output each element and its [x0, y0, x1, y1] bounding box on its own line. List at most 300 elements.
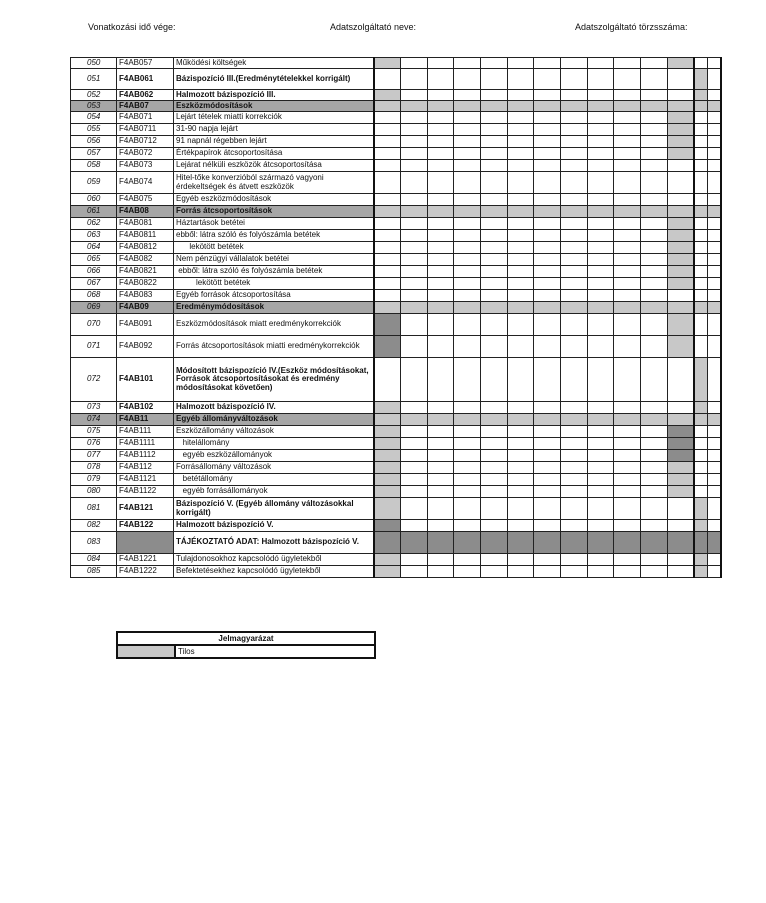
data-cell[interactable] — [708, 278, 721, 290]
data-cell[interactable] — [534, 160, 561, 172]
data-cell[interactable] — [694, 426, 708, 438]
data-cell[interactable] — [708, 438, 721, 450]
data-cell[interactable] — [534, 486, 561, 498]
data-cell[interactable] — [561, 148, 588, 160]
data-cell[interactable] — [534, 278, 561, 290]
data-cell[interactable] — [428, 254, 454, 266]
data-cell[interactable] — [481, 554, 508, 566]
data-cell[interactable] — [641, 290, 668, 302]
data-cell[interactable] — [708, 554, 721, 566]
data-cell[interactable] — [588, 358, 614, 402]
data-cell[interactable] — [508, 358, 534, 402]
data-cell[interactable] — [428, 194, 454, 206]
data-cell[interactable] — [694, 450, 708, 462]
data-cell[interactable] — [481, 194, 508, 206]
data-cell[interactable] — [641, 278, 668, 290]
data-cell[interactable] — [614, 112, 641, 124]
data-cell[interactable] — [694, 314, 708, 336]
data-cell[interactable] — [534, 148, 561, 160]
data-cell[interactable] — [588, 450, 614, 462]
data-cell[interactable] — [641, 242, 668, 254]
data-cell[interactable] — [694, 172, 708, 194]
data-cell[interactable] — [481, 58, 508, 69]
data-cell[interactable] — [641, 358, 668, 402]
data-cell[interactable] — [614, 498, 641, 520]
data-cell[interactable] — [401, 266, 428, 278]
data-cell[interactable] — [428, 520, 454, 532]
data-cell[interactable] — [428, 172, 454, 194]
data-cell[interactable] — [641, 554, 668, 566]
data-cell[interactable] — [588, 426, 614, 438]
data-cell[interactable] — [454, 148, 481, 160]
data-cell[interactable] — [534, 218, 561, 230]
data-cell[interactable] — [694, 160, 708, 172]
data-cell[interactable] — [534, 554, 561, 566]
data-cell[interactable] — [454, 520, 481, 532]
data-cell[interactable] — [428, 230, 454, 242]
data-cell[interactable] — [481, 402, 508, 414]
data-cell[interactable] — [508, 242, 534, 254]
data-cell[interactable] — [428, 124, 454, 136]
data-cell[interactable] — [708, 474, 721, 486]
data-cell[interactable] — [614, 124, 641, 136]
data-cell[interactable] — [561, 426, 588, 438]
data-cell[interactable] — [614, 58, 641, 69]
data-cell[interactable] — [401, 148, 428, 160]
data-cell[interactable] — [481, 314, 508, 336]
data-cell[interactable] — [694, 218, 708, 230]
data-cell[interactable] — [708, 136, 721, 148]
data-cell[interactable] — [614, 194, 641, 206]
data-cell[interactable] — [534, 242, 561, 254]
data-cell[interactable] — [588, 58, 614, 69]
data-cell[interactable] — [588, 194, 614, 206]
data-cell[interactable] — [561, 336, 588, 358]
data-cell[interactable] — [454, 554, 481, 566]
data-cell[interactable] — [614, 230, 641, 242]
data-cell[interactable] — [708, 172, 721, 194]
data-cell[interactable] — [588, 230, 614, 242]
data-cell[interactable] — [694, 474, 708, 486]
data-cell[interactable] — [561, 498, 588, 520]
data-cell[interactable] — [708, 462, 721, 474]
data-cell[interactable] — [641, 474, 668, 486]
data-cell[interactable] — [481, 230, 508, 242]
data-cell[interactable] — [694, 336, 708, 358]
data-cell[interactable] — [508, 172, 534, 194]
data-cell[interactable] — [534, 474, 561, 486]
data-cell[interactable] — [481, 148, 508, 160]
data-cell[interactable] — [454, 90, 481, 101]
data-cell[interactable] — [534, 566, 561, 578]
data-cell[interactable] — [641, 112, 668, 124]
data-cell[interactable] — [588, 314, 614, 336]
data-cell[interactable] — [508, 278, 534, 290]
data-cell[interactable] — [481, 254, 508, 266]
data-cell[interactable] — [694, 148, 708, 160]
data-cell[interactable] — [561, 242, 588, 254]
data-cell[interactable] — [534, 230, 561, 242]
data-cell[interactable] — [614, 148, 641, 160]
data-cell[interactable] — [694, 230, 708, 242]
data-cell[interactable] — [668, 402, 694, 414]
data-cell[interactable] — [401, 462, 428, 474]
data-cell[interactable] — [401, 160, 428, 172]
data-cell[interactable] — [508, 58, 534, 69]
data-cell[interactable] — [561, 358, 588, 402]
data-cell[interactable] — [428, 498, 454, 520]
data-cell[interactable] — [641, 462, 668, 474]
data-cell[interactable] — [508, 566, 534, 578]
data-cell[interactable] — [454, 402, 481, 414]
data-cell[interactable] — [508, 450, 534, 462]
data-cell[interactable] — [401, 242, 428, 254]
data-cell[interactable] — [641, 566, 668, 578]
data-cell[interactable] — [614, 486, 641, 498]
data-cell[interactable] — [708, 230, 721, 242]
data-cell[interactable] — [614, 336, 641, 358]
data-cell[interactable] — [481, 336, 508, 358]
data-cell[interactable] — [641, 148, 668, 160]
data-cell[interactable] — [401, 474, 428, 486]
data-cell[interactable] — [454, 69, 481, 90]
data-cell[interactable] — [508, 462, 534, 474]
data-cell[interactable] — [534, 290, 561, 302]
data-cell[interactable] — [641, 124, 668, 136]
data-cell[interactable] — [614, 438, 641, 450]
data-cell[interactable] — [588, 266, 614, 278]
data-cell[interactable] — [508, 160, 534, 172]
data-cell[interactable] — [641, 254, 668, 266]
data-cell[interactable] — [588, 278, 614, 290]
data-cell[interactable] — [668, 554, 694, 566]
data-cell[interactable] — [641, 336, 668, 358]
data-cell[interactable] — [614, 402, 641, 414]
data-cell[interactable] — [508, 148, 534, 160]
data-cell[interactable] — [481, 242, 508, 254]
data-cell[interactable] — [561, 172, 588, 194]
data-cell[interactable] — [614, 462, 641, 474]
data-cell[interactable] — [428, 554, 454, 566]
data-cell[interactable] — [708, 160, 721, 172]
data-cell[interactable] — [481, 160, 508, 172]
data-cell[interactable] — [481, 172, 508, 194]
data-cell[interactable] — [481, 278, 508, 290]
data-cell[interactable] — [561, 520, 588, 532]
data-cell[interactable] — [588, 148, 614, 160]
data-cell[interactable] — [428, 160, 454, 172]
data-cell[interactable] — [561, 124, 588, 136]
data-cell[interactable] — [588, 124, 614, 136]
data-cell[interactable] — [588, 136, 614, 148]
data-cell[interactable] — [668, 194, 694, 206]
data-cell[interactable] — [374, 194, 401, 206]
data-cell[interactable] — [428, 486, 454, 498]
data-cell[interactable] — [428, 438, 454, 450]
data-cell[interactable] — [708, 124, 721, 136]
data-cell[interactable] — [561, 69, 588, 90]
data-cell[interactable] — [561, 160, 588, 172]
data-cell[interactable] — [614, 290, 641, 302]
data-cell[interactable] — [481, 486, 508, 498]
data-cell[interactable] — [481, 450, 508, 462]
data-cell[interactable] — [454, 290, 481, 302]
data-cell[interactable] — [561, 254, 588, 266]
data-cell[interactable] — [614, 566, 641, 578]
data-cell[interactable] — [428, 336, 454, 358]
data-cell[interactable] — [374, 136, 401, 148]
data-cell[interactable] — [454, 450, 481, 462]
data-cell[interactable] — [534, 69, 561, 90]
data-cell[interactable] — [614, 314, 641, 336]
data-cell[interactable] — [508, 438, 534, 450]
data-cell[interactable] — [694, 194, 708, 206]
data-cell[interactable] — [668, 90, 694, 101]
data-cell[interactable] — [588, 486, 614, 498]
data-cell[interactable] — [401, 69, 428, 90]
data-cell[interactable] — [534, 90, 561, 101]
data-cell[interactable] — [614, 160, 641, 172]
data-cell[interactable] — [481, 566, 508, 578]
data-cell[interactable] — [401, 90, 428, 101]
data-cell[interactable] — [428, 566, 454, 578]
data-cell[interactable] — [694, 136, 708, 148]
data-cell[interactable] — [641, 438, 668, 450]
data-cell[interactable] — [668, 498, 694, 520]
data-cell[interactable] — [534, 498, 561, 520]
data-cell[interactable] — [561, 486, 588, 498]
data-cell[interactable] — [641, 314, 668, 336]
data-cell[interactable] — [508, 230, 534, 242]
data-cell[interactable] — [561, 136, 588, 148]
data-cell[interactable] — [428, 242, 454, 254]
data-cell[interactable] — [641, 160, 668, 172]
data-cell[interactable] — [641, 230, 668, 242]
data-cell[interactable] — [428, 450, 454, 462]
data-cell[interactable] — [708, 218, 721, 230]
data-cell[interactable] — [708, 90, 721, 101]
data-cell[interactable] — [708, 402, 721, 414]
data-cell[interactable] — [508, 194, 534, 206]
data-cell[interactable] — [401, 358, 428, 402]
data-cell[interactable] — [708, 69, 721, 90]
data-cell[interactable] — [374, 266, 401, 278]
data-cell[interactable] — [561, 474, 588, 486]
data-cell[interactable] — [374, 124, 401, 136]
data-cell[interactable] — [508, 554, 534, 566]
data-cell[interactable] — [401, 336, 428, 358]
data-cell[interactable] — [641, 136, 668, 148]
data-cell[interactable] — [694, 242, 708, 254]
data-cell[interactable] — [454, 230, 481, 242]
data-cell[interactable] — [588, 218, 614, 230]
data-cell[interactable] — [708, 148, 721, 160]
data-cell[interactable] — [428, 218, 454, 230]
data-cell[interactable] — [588, 160, 614, 172]
data-cell[interactable] — [401, 172, 428, 194]
data-cell[interactable] — [481, 112, 508, 124]
data-cell[interactable] — [641, 194, 668, 206]
data-cell[interactable] — [401, 314, 428, 336]
data-cell[interactable] — [708, 242, 721, 254]
data-cell[interactable] — [708, 426, 721, 438]
data-cell[interactable] — [508, 136, 534, 148]
data-cell[interactable] — [374, 230, 401, 242]
data-cell[interactable] — [561, 438, 588, 450]
data-cell[interactable] — [694, 438, 708, 450]
data-cell[interactable] — [668, 160, 694, 172]
data-cell[interactable] — [428, 69, 454, 90]
data-cell[interactable] — [708, 336, 721, 358]
data-cell[interactable] — [401, 520, 428, 532]
data-cell[interactable] — [428, 148, 454, 160]
data-cell[interactable] — [614, 136, 641, 148]
data-cell[interactable] — [694, 266, 708, 278]
data-cell[interactable] — [428, 136, 454, 148]
data-cell[interactable] — [694, 58, 708, 69]
data-cell[interactable] — [508, 402, 534, 414]
data-cell[interactable] — [708, 498, 721, 520]
data-cell[interactable] — [374, 254, 401, 266]
data-cell[interactable] — [401, 402, 428, 414]
data-cell[interactable] — [454, 462, 481, 474]
data-cell[interactable] — [614, 254, 641, 266]
data-cell[interactable] — [668, 290, 694, 302]
data-cell[interactable] — [668, 172, 694, 194]
data-cell[interactable] — [374, 290, 401, 302]
data-cell[interactable] — [708, 358, 721, 402]
data-cell[interactable] — [534, 438, 561, 450]
data-cell[interactable] — [641, 58, 668, 69]
data-cell[interactable] — [508, 486, 534, 498]
data-cell[interactable] — [588, 112, 614, 124]
data-cell[interactable] — [588, 474, 614, 486]
data-cell[interactable] — [561, 230, 588, 242]
data-cell[interactable] — [668, 566, 694, 578]
data-cell[interactable] — [401, 498, 428, 520]
data-cell[interactable] — [481, 218, 508, 230]
data-cell[interactable] — [508, 254, 534, 266]
data-cell[interactable] — [401, 136, 428, 148]
data-cell[interactable] — [614, 426, 641, 438]
data-cell[interactable] — [614, 90, 641, 101]
data-cell[interactable] — [708, 566, 721, 578]
data-cell[interactable] — [401, 278, 428, 290]
data-cell[interactable] — [588, 402, 614, 414]
data-cell[interactable] — [508, 218, 534, 230]
data-cell[interactable] — [641, 426, 668, 438]
data-cell[interactable] — [588, 90, 614, 101]
data-cell[interactable] — [641, 266, 668, 278]
data-cell[interactable] — [481, 90, 508, 101]
data-cell[interactable] — [401, 486, 428, 498]
data-cell[interactable] — [614, 450, 641, 462]
data-cell[interactable] — [508, 290, 534, 302]
data-cell[interactable] — [561, 554, 588, 566]
data-cell[interactable] — [374, 148, 401, 160]
data-cell[interactable] — [561, 314, 588, 336]
data-cell[interactable] — [508, 474, 534, 486]
data-cell[interactable] — [588, 172, 614, 194]
data-cell[interactable] — [561, 90, 588, 101]
data-cell[interactable] — [508, 426, 534, 438]
data-cell[interactable] — [561, 462, 588, 474]
data-cell[interactable] — [481, 438, 508, 450]
data-cell[interactable] — [561, 402, 588, 414]
data-cell[interactable] — [708, 486, 721, 498]
data-cell[interactable] — [694, 254, 708, 266]
data-cell[interactable] — [454, 136, 481, 148]
data-cell[interactable] — [588, 336, 614, 358]
data-cell[interactable] — [428, 314, 454, 336]
data-cell[interactable] — [534, 194, 561, 206]
data-cell[interactable] — [708, 58, 721, 69]
data-cell[interactable] — [401, 124, 428, 136]
data-cell[interactable] — [588, 520, 614, 532]
data-cell[interactable] — [428, 462, 454, 474]
data-cell[interactable] — [694, 124, 708, 136]
data-cell[interactable] — [454, 498, 481, 520]
data-cell[interactable] — [534, 136, 561, 148]
data-cell[interactable] — [481, 498, 508, 520]
data-cell[interactable] — [401, 290, 428, 302]
data-cell[interactable] — [481, 358, 508, 402]
data-cell[interactable] — [588, 498, 614, 520]
data-cell[interactable] — [534, 112, 561, 124]
data-cell[interactable] — [561, 266, 588, 278]
data-cell[interactable] — [508, 112, 534, 124]
data-cell[interactable] — [401, 438, 428, 450]
data-cell[interactable] — [561, 58, 588, 69]
data-cell[interactable] — [428, 426, 454, 438]
data-cell[interactable] — [374, 278, 401, 290]
data-cell[interactable] — [401, 426, 428, 438]
data-cell[interactable] — [481, 290, 508, 302]
data-cell[interactable] — [428, 290, 454, 302]
data-cell[interactable] — [401, 58, 428, 69]
data-cell[interactable] — [454, 58, 481, 69]
data-cell[interactable] — [508, 520, 534, 532]
data-cell[interactable] — [508, 124, 534, 136]
data-cell[interactable] — [588, 254, 614, 266]
data-cell[interactable] — [508, 336, 534, 358]
data-cell[interactable] — [708, 520, 721, 532]
data-cell[interactable] — [481, 266, 508, 278]
data-cell[interactable] — [534, 314, 561, 336]
data-cell[interactable] — [454, 566, 481, 578]
data-cell[interactable] — [374, 172, 401, 194]
data-cell[interactable] — [614, 474, 641, 486]
data-cell[interactable] — [708, 254, 721, 266]
data-cell[interactable] — [454, 426, 481, 438]
data-cell[interactable] — [534, 58, 561, 69]
data-cell[interactable] — [454, 314, 481, 336]
data-cell[interactable] — [428, 278, 454, 290]
data-cell[interactable] — [708, 314, 721, 336]
data-cell[interactable] — [588, 242, 614, 254]
data-cell[interactable] — [534, 254, 561, 266]
data-cell[interactable] — [588, 554, 614, 566]
data-cell[interactable] — [668, 358, 694, 402]
data-cell[interactable] — [694, 462, 708, 474]
data-cell[interactable] — [454, 278, 481, 290]
data-cell[interactable] — [508, 90, 534, 101]
data-cell[interactable] — [454, 124, 481, 136]
data-cell[interactable] — [454, 266, 481, 278]
data-cell[interactable] — [641, 172, 668, 194]
data-cell[interactable] — [614, 266, 641, 278]
data-cell[interactable] — [641, 498, 668, 520]
